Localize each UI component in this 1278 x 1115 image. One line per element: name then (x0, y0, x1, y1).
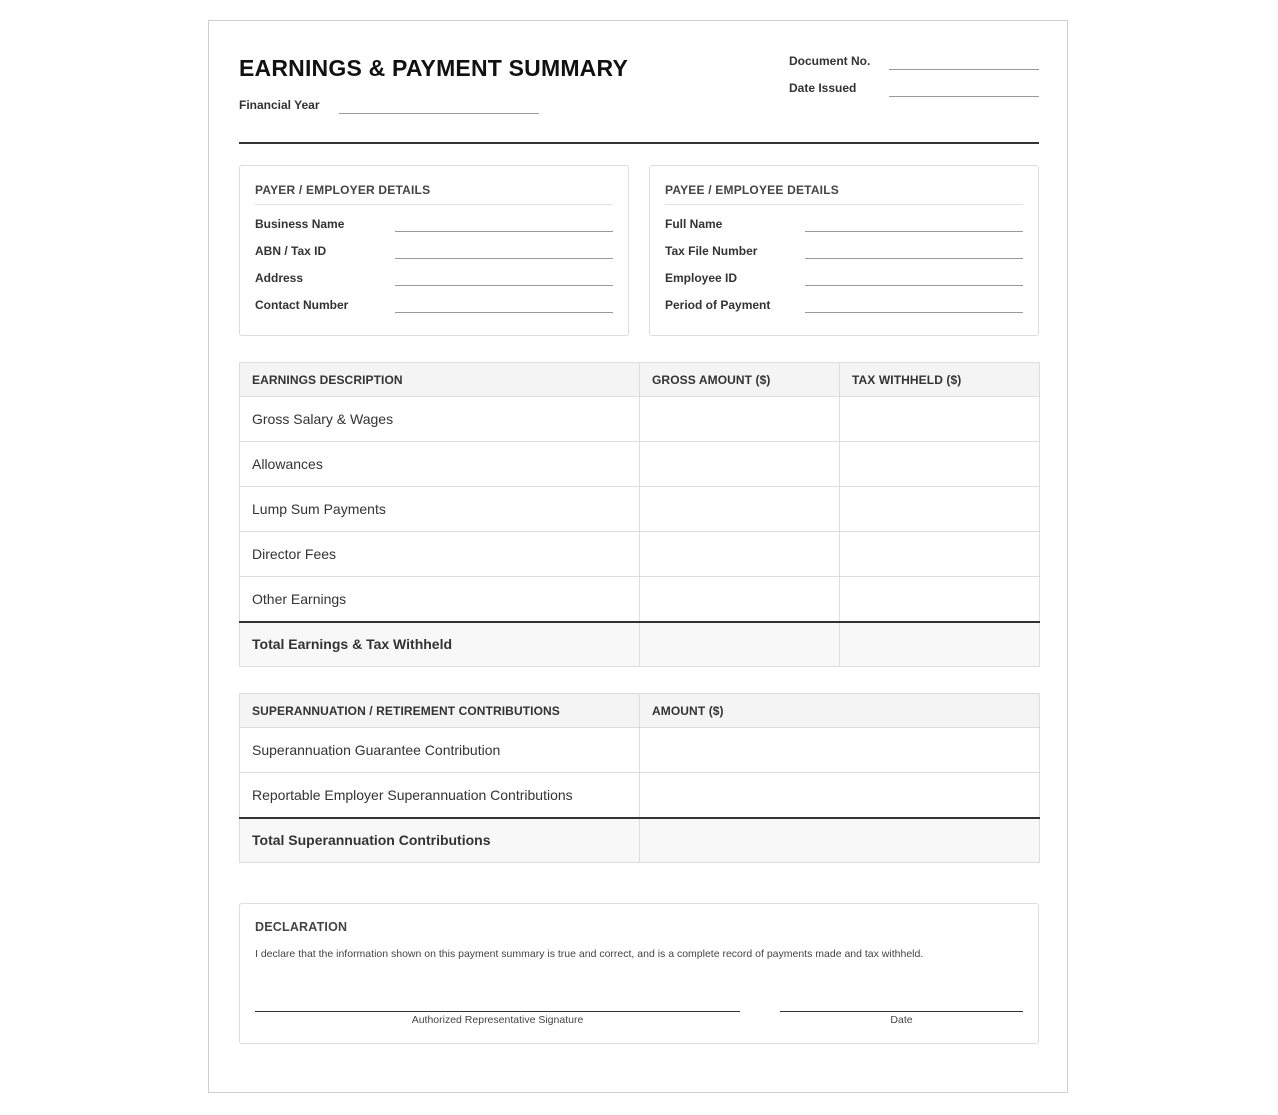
payee-details-box (649, 165, 1039, 336)
contact-number-field[interactable] (395, 312, 613, 313)
period-of-payment-label: Period of Payment (665, 298, 771, 312)
earnings-description-header: EARNINGS DESCRIPTION (240, 363, 640, 397)
other-earnings-label: Other Earnings (240, 577, 640, 622)
signature-field[interactable] (255, 1011, 740, 1012)
superannuation-total-amount-cell[interactable] (640, 818, 1040, 863)
declaration-title: DECLARATION (255, 920, 348, 934)
lump-sum-tax-cell[interactable] (840, 487, 1040, 532)
earnings-total-tax-cell[interactable] (840, 622, 1040, 667)
lump-sum-amount-cell[interactable] (640, 487, 840, 532)
earnings-total-amount-cell[interactable] (640, 622, 840, 667)
business-name-label: Business Name (255, 217, 345, 231)
document-no-label: Document No. (789, 54, 871, 68)
financial-year-label: Financial Year (239, 98, 320, 112)
allowances-amount-cell[interactable] (640, 442, 840, 487)
financial-year-field[interactable] (339, 113, 539, 114)
earnings-header-row (240, 363, 1040, 397)
address-field[interactable] (395, 285, 613, 286)
super-guarantee-label: Superannuation Guarantee Contribution (240, 728, 640, 773)
abn-tax-id-label: ABN / Tax ID (255, 244, 327, 258)
allowances-tax-cell[interactable] (840, 442, 1040, 487)
period-of-payment-field[interactable] (805, 312, 1023, 313)
payer-details-box (239, 165, 629, 336)
table-row (240, 532, 1040, 577)
earnings-total-label: Total Earnings & Tax Withheld (240, 622, 640, 667)
allowances-label: Allowances (240, 442, 640, 487)
table-row (240, 773, 1040, 818)
full-name-label: Full Name (665, 217, 723, 231)
other-earnings-tax-cell[interactable] (840, 577, 1040, 622)
declaration-text: I declare that the information shown on this payment summary is true and correct, and is a complete record of payments made and tax withheld. (255, 948, 924, 960)
earnings-total-row (240, 622, 1040, 667)
payer-details-title: PAYER / EMPLOYER DETAILS (255, 183, 613, 205)
table-row (240, 487, 1040, 532)
date-issued-label: Date Issued (789, 81, 857, 95)
gross-salary-amount-cell[interactable] (640, 397, 840, 442)
form-page (208, 20, 1068, 1093)
superannuation-table (239, 693, 1040, 863)
gross-amount-header: GROSS AMOUNT ($) (640, 363, 840, 397)
gross-salary-label: Gross Salary & Wages (240, 397, 640, 442)
superannuation-total-label: Total Superannuation Contributions (240, 818, 640, 863)
reportable-super-label: Reportable Employer Superannuation Contributions (240, 773, 640, 818)
table-row (240, 577, 1040, 622)
director-fees-amount-cell[interactable] (640, 532, 840, 577)
earnings-table (239, 362, 1040, 667)
employee-id-label: Employee ID (665, 271, 738, 285)
declaration-date-field[interactable] (780, 1011, 1023, 1012)
super-amount-header: AMOUNT ($) (640, 694, 1040, 728)
abn-tax-id-field[interactable] (395, 258, 613, 259)
date-issued-field[interactable] (889, 96, 1039, 97)
super-guarantee-amount-cell[interactable] (640, 728, 1040, 773)
superannuation-header: SUPERANNUATION / RETIREMENT CONTRIBUTIONS (240, 694, 640, 728)
table-row (240, 442, 1040, 487)
lump-sum-label: Lump Sum Payments (240, 487, 640, 532)
contact-number-label: Contact Number (255, 298, 349, 312)
superannuation-header-row (240, 694, 1040, 728)
employee-id-field[interactable] (805, 285, 1023, 286)
director-fees-label: Director Fees (240, 532, 640, 577)
table-row (240, 728, 1040, 773)
document-no-field[interactable] (889, 69, 1039, 70)
payee-details-title: PAYEE / EMPLOYEE DETAILS (665, 183, 1023, 205)
signature-label: Authorized Representative Signature (411, 1014, 584, 1026)
tax-file-number-label: Tax File Number (665, 244, 758, 258)
tax-withheld-header: TAX WITHHELD ($) (840, 363, 1040, 397)
other-earnings-amount-cell[interactable] (640, 577, 840, 622)
director-fees-tax-cell[interactable] (840, 532, 1040, 577)
business-name-field[interactable] (395, 231, 613, 232)
superannuation-total-row (240, 818, 1040, 863)
header-divider (239, 142, 1039, 144)
table-row (240, 397, 1040, 442)
gross-salary-tax-cell[interactable] (840, 397, 1040, 442)
document-title: EARNINGS & PAYMENT SUMMARY (239, 55, 628, 81)
declaration-box (239, 903, 1039, 1044)
address-label: Address (255, 271, 304, 285)
tax-file-number-field[interactable] (805, 258, 1023, 259)
full-name-field[interactable] (805, 231, 1023, 232)
reportable-super-amount-cell[interactable] (640, 773, 1040, 818)
declaration-date-label: Date (890, 1014, 913, 1026)
